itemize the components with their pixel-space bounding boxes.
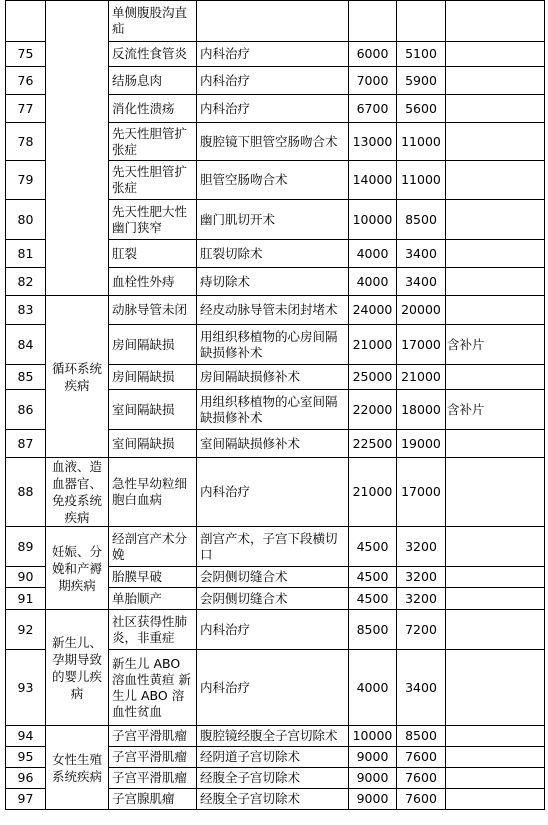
price-standard: 25000 xyxy=(349,365,397,390)
price-settlement: 8500 xyxy=(397,200,446,240)
remark xyxy=(446,42,545,67)
remark: 含补片 xyxy=(446,390,545,430)
price-settlement: 11000 xyxy=(397,123,446,161)
price-standard: 13000 xyxy=(349,123,397,161)
disease-name: 反流性食管炎 xyxy=(109,42,197,67)
category-female: 女性生殖系统疾病 xyxy=(46,726,109,810)
price-standard: 22500 xyxy=(349,430,397,458)
remark xyxy=(446,161,545,200)
disease-name: 胎膜早破 xyxy=(109,567,197,588)
disease-name: 社区获得性肺炎，非重症 xyxy=(109,610,197,650)
price-standard: 4500 xyxy=(349,527,397,567)
price-settlement: 19000 xyxy=(397,430,446,458)
disease-name: 先天性肥大性幽门狭窄 xyxy=(109,200,197,240)
treatment-name: 肛裂切除术 xyxy=(197,240,349,268)
treatment-name: 内科治疗 xyxy=(197,42,349,67)
price-settlement: 5100 xyxy=(397,42,446,67)
row-number: 90 xyxy=(6,567,46,588)
remark xyxy=(446,268,545,296)
disease-name: 肛裂 xyxy=(109,240,197,268)
price-settlement: 17000 xyxy=(397,325,446,365)
price-settlement: 3200 xyxy=(397,588,446,610)
price-standard: 10000 xyxy=(349,200,397,240)
price-settlement: 7200 xyxy=(397,610,446,650)
remark: 含补片 xyxy=(446,325,545,365)
table-row xyxy=(6,726,545,747)
price-table-page xyxy=(5,0,544,810)
table-row xyxy=(6,610,545,650)
price-standard: 4000 xyxy=(349,650,397,726)
row-number: 87 xyxy=(6,430,46,458)
disease-name: 子宫平滑肌瘤 xyxy=(109,726,197,747)
treatment-name: 经腹全子宫切除术 xyxy=(197,789,349,810)
disease-name: 室间隔缺损 xyxy=(109,430,197,458)
price-standard: 9000 xyxy=(349,768,397,789)
treatment-name: 内科治疗 xyxy=(197,650,349,726)
remark xyxy=(446,610,545,650)
remark xyxy=(446,365,545,390)
row-number: 93 xyxy=(6,650,46,726)
category-circulatory: 循环系统疾病 xyxy=(46,296,109,458)
category-blood: 血液、造血器官、免疫系统疾病 xyxy=(46,458,109,527)
row-number: 88 xyxy=(6,458,46,527)
price-settlement: 17000 xyxy=(397,458,446,527)
price-standard: 21000 xyxy=(349,325,397,365)
remark xyxy=(446,123,545,161)
row-number: 92 xyxy=(6,610,46,650)
remark xyxy=(446,67,545,95)
remark xyxy=(446,200,545,240)
treatment-name: 内科治疗 xyxy=(197,95,349,123)
row-number: 78 xyxy=(6,123,46,161)
remark xyxy=(446,588,545,610)
table-row xyxy=(6,296,545,325)
treatment-name: 腹腔镜下胆管空肠吻合术 xyxy=(197,123,349,161)
category-pregnancy: 妊娠、分娩和产褥期疾病 xyxy=(46,527,109,610)
price-standard: 6700 xyxy=(349,95,397,123)
row-number xyxy=(6,1,46,42)
remark xyxy=(446,768,545,789)
disease-name: 先天性胆管扩张症 xyxy=(109,161,197,200)
price-standard: 14000 xyxy=(349,161,397,200)
price-settlement: 7600 xyxy=(397,789,446,810)
row-number: 82 xyxy=(6,268,46,296)
remark xyxy=(446,789,545,810)
price-settlement: 21000 xyxy=(397,365,446,390)
price-settlement xyxy=(397,1,446,42)
treatment-name: 内科治疗 xyxy=(197,67,349,95)
price-settlement: 3200 xyxy=(397,567,446,588)
row-number: 96 xyxy=(6,768,46,789)
price-standard: 9000 xyxy=(349,789,397,810)
treatment-name: 幽门肌切开术 xyxy=(197,200,349,240)
price-standard: 9000 xyxy=(349,747,397,768)
remark xyxy=(446,747,545,768)
disease-name: 室间隔缺损 xyxy=(109,390,197,430)
price-standard: 6000 xyxy=(349,42,397,67)
category-cell-empty xyxy=(46,1,109,296)
disease-name: 房间隔缺损 xyxy=(109,325,197,365)
treatment-name xyxy=(197,1,349,42)
treatment-name: 经腹全子宫切除术 xyxy=(197,768,349,789)
treatment-name: 经阴道子宫切除术 xyxy=(197,747,349,768)
disease-name: 子宫平滑肌瘤 xyxy=(109,768,197,789)
disease-name: 新生儿 ABO 溶血性黄疸 新生儿 ABO 溶血性贫血 xyxy=(109,650,197,726)
remark xyxy=(446,240,545,268)
price-settlement: 7600 xyxy=(397,768,446,789)
treatment-name: 痔切除术 xyxy=(197,268,349,296)
category-newborn: 新生儿、孕期导致的婴儿疾病 xyxy=(46,610,109,726)
price-standard: 10000 xyxy=(349,726,397,747)
price-settlement: 7600 xyxy=(397,747,446,768)
price-standard: 4000 xyxy=(349,268,397,296)
price-standard: 8500 xyxy=(349,610,397,650)
price-settlement: 20000 xyxy=(397,296,446,325)
row-number: 97 xyxy=(6,789,46,810)
row-number: 91 xyxy=(6,588,46,610)
treatment-name: 房间隔缺损修补术 xyxy=(197,365,349,390)
remark xyxy=(446,95,545,123)
price-settlement: 8500 xyxy=(397,726,446,747)
price-standard: 4500 xyxy=(349,567,397,588)
price-standard: 21000 xyxy=(349,458,397,527)
disease-name: 动脉导管未闭 xyxy=(109,296,197,325)
price-settlement: 5600 xyxy=(397,95,446,123)
price-standard xyxy=(349,1,397,42)
table-row xyxy=(6,527,545,567)
treatment-name: 腹腔镜经腹全子宫切除术 xyxy=(197,726,349,747)
disease-name: 先天性胆管扩张症 xyxy=(109,123,197,161)
disease-name: 单侧腹股沟直疝 xyxy=(109,1,197,42)
disease-name: 血栓性外痔 xyxy=(109,268,197,296)
row-number: 80 xyxy=(6,200,46,240)
price-settlement: 5900 xyxy=(397,67,446,95)
treatment-name: 胆管空肠吻合术 xyxy=(197,161,349,200)
price-settlement: 3200 xyxy=(397,527,446,567)
treatment-name: 会阴侧切缝合术 xyxy=(197,567,349,588)
remark xyxy=(446,726,545,747)
row-number: 89 xyxy=(6,527,46,567)
remark xyxy=(446,650,545,726)
disease-name: 房间隔缺损 xyxy=(109,365,197,390)
row-number: 86 xyxy=(6,390,46,430)
treatment-name: 剖宫产术，子宫下段横切口 xyxy=(197,527,349,567)
disease-name: 结肠息肉 xyxy=(109,67,197,95)
price-standard: 24000 xyxy=(349,296,397,325)
disease-name: 子宫腺肌瘤 xyxy=(109,789,197,810)
remark xyxy=(446,567,545,588)
price-standard: 22000 xyxy=(349,390,397,430)
disease-name: 子宫平滑肌瘤 xyxy=(109,747,197,768)
table-row xyxy=(6,1,545,42)
disease-name: 经剖宫产术分娩 xyxy=(109,527,197,567)
price-standard: 4000 xyxy=(349,240,397,268)
treatment-name: 用组织移植物的心房间隔缺损修补术 xyxy=(197,325,349,365)
table-row xyxy=(6,458,545,527)
row-number: 77 xyxy=(6,95,46,123)
price-settlement: 3400 xyxy=(397,268,446,296)
disease-price-table xyxy=(5,0,545,810)
treatment-name: 经皮动脉导管未闭封堵术 xyxy=(197,296,349,325)
remark xyxy=(446,527,545,567)
price-settlement: 3400 xyxy=(397,650,446,726)
price-settlement: 11000 xyxy=(397,161,446,200)
disease-name: 消化性溃疡 xyxy=(109,95,197,123)
treatment-name: 用组织移植物的心室间隔缺损修补术 xyxy=(197,390,349,430)
disease-name: 单胎顺产 xyxy=(109,588,197,610)
row-number: 76 xyxy=(6,67,46,95)
disease-name: 急性早幼粒细胞白血病 xyxy=(109,458,197,527)
price-settlement: 18000 xyxy=(397,390,446,430)
remark xyxy=(446,458,545,527)
treatment-name: 室间隔缺损修补术 xyxy=(197,430,349,458)
row-number: 85 xyxy=(6,365,46,390)
price-settlement: 3400 xyxy=(397,240,446,268)
row-number: 75 xyxy=(6,42,46,67)
row-number: 79 xyxy=(6,161,46,200)
price-standard: 7000 xyxy=(349,67,397,95)
row-number: 95 xyxy=(6,747,46,768)
row-number: 84 xyxy=(6,325,46,365)
remark xyxy=(446,1,545,42)
remark xyxy=(446,296,545,325)
price-standard: 4500 xyxy=(349,588,397,610)
treatment-name: 会阴侧切缝合术 xyxy=(197,588,349,610)
row-number: 81 xyxy=(6,240,46,268)
row-number: 83 xyxy=(6,296,46,325)
treatment-name: 内科治疗 xyxy=(197,610,349,650)
remark xyxy=(446,430,545,458)
row-number: 94 xyxy=(6,726,46,747)
treatment-name: 内科治疗 xyxy=(197,458,349,527)
